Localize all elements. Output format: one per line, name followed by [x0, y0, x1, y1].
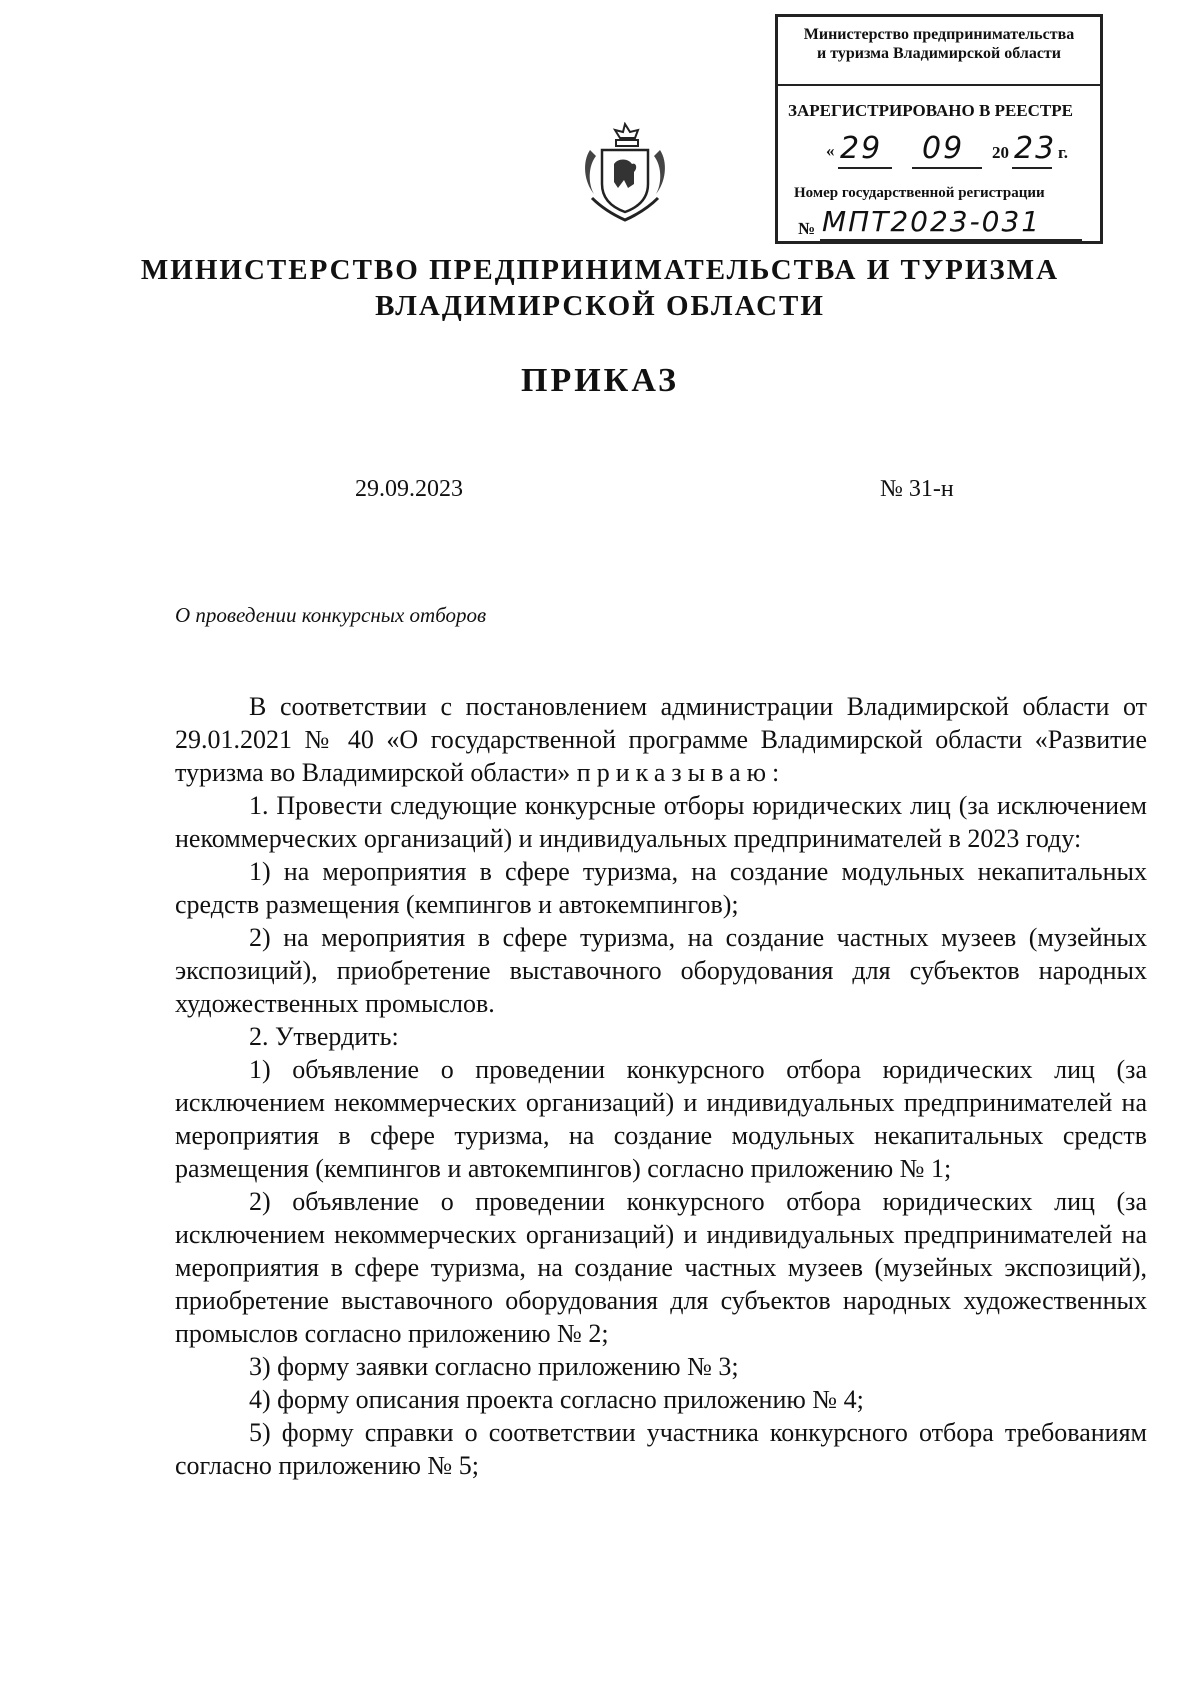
stamp-reg-number-label: Номер государственной регистрации: [794, 185, 1045, 201]
stamp-no-sign: №: [798, 219, 816, 238]
ministry-title: [0, 252, 1200, 324]
paragraph-item-2-5: 5) форму справки о соответствии участника конкурсного отбора требованиям согласно приложению № 5;: [175, 1418, 1147, 1480]
stamp-organization: [778, 25, 1100, 63]
order-number: № 31-н: [880, 476, 954, 502]
paragraph-item-2: 2. Утвердить:: [249, 1022, 399, 1051]
stamp-year-unit: г.: [1058, 143, 1069, 162]
paragraph-item-1-1: 1) на мероприятия в сфере туризма, на создание модульных некапитальных средств размещения (кемпингов и автокемпингов);: [175, 857, 1147, 919]
stamp-registered-label: ЗАРЕГИСТРИРОВАНО В РЕЕСТРЕ: [788, 101, 1073, 120]
paragraph-item-2-3: 3) форму заявки согласно приложению № 3;: [249, 1352, 739, 1381]
stamp-reg-number: [798, 205, 1098, 247]
paragraph-item-2-2: 2) объявление о проведении конкурсного отбора юридических лиц (за исключением некоммерческих организаций) и индивидуальных предпринимателей на мероприятия в сфере туризма, на создание частных музеев (музейных экспозиций), приобретение выставочного оборудования для субъектов народных художественных промыслов согласно приложению № 2;: [175, 1187, 1147, 1348]
order-subject: О проведении конкурсных отборов: [175, 603, 487, 627]
stamp-divider: [778, 84, 1100, 86]
document-type-title: ПРИКАЗ: [521, 362, 679, 399]
stamp-org-line1: Министерство предпринимательства: [803, 26, 1075, 43]
paragraph-item-2-4: 4) форму описания проекта согласно приложению № 4;: [249, 1385, 864, 1414]
stamp-month-underline: [912, 167, 982, 169]
order-body: [175, 690, 1147, 1482]
registration-stamp: [775, 14, 1103, 244]
paragraph-item-1: 1. Провести следующие конкурсные отборы юридических лиц (за исключением некоммерческих организаций) и индивидуальных предпринимателей в 2023 году:: [175, 791, 1147, 853]
preamble-order-word: приказываю:: [576, 758, 786, 787]
ministry-title-line1: МИНИСТЕРСТВО ПРЕДПРИНИМАТЕЛЬСТВА И ТУРИЗМА: [140, 254, 1060, 286]
paragraph-item-1-2: 2) на мероприятия в сфере туризма, на создание частных музеев (музейных экспозиций), приобретение выставочного оборудования для субъектов народных художественных промыслов.: [175, 923, 1147, 1018]
stamp-year-suffix: 23: [1014, 131, 1057, 166]
order-date: 29.09.2023: [355, 476, 463, 502]
coat-of-arms-emblem: [580, 122, 670, 222]
stamp-year-underline: [1012, 167, 1052, 169]
paragraph-item-2-1: 1) объявление о проведении конкурсного отбора юридических лиц (за исключением некоммерческих организаций) и индивидуальных предпринимателей на мероприятия в сфере туризма, на создание модульных некапитальных средств размещения (кемпингов и автокемпингов) согласно приложению № 1;: [175, 1055, 1147, 1183]
stamp-reg-number-underline: [820, 239, 1082, 241]
stamp-reg-number-value: МПТ2023-031: [822, 205, 1042, 238]
ministry-title-line2: ВЛАДИМИРСКОЙ ОБЛАСТИ: [375, 290, 825, 322]
preamble-text: В соответствии с постановлением администрации Владимирской области от 29.01.2021 № 40 «О государственной программе Владимирской области «Развитие туризма во Владимирской области»: [175, 692, 1147, 787]
stamp-date: [826, 133, 1096, 173]
stamp-year-prefix: 20: [992, 143, 1009, 162]
stamp-day-underline: [838, 167, 892, 169]
paragraph-preamble: [175, 690, 1147, 789]
stamp-month: 09: [922, 131, 965, 166]
stamp-day: 29: [840, 131, 883, 166]
stamp-org-line2: и туризма Владимирской области: [816, 45, 1062, 62]
stamp-date-prefix: «: [826, 141, 835, 160]
